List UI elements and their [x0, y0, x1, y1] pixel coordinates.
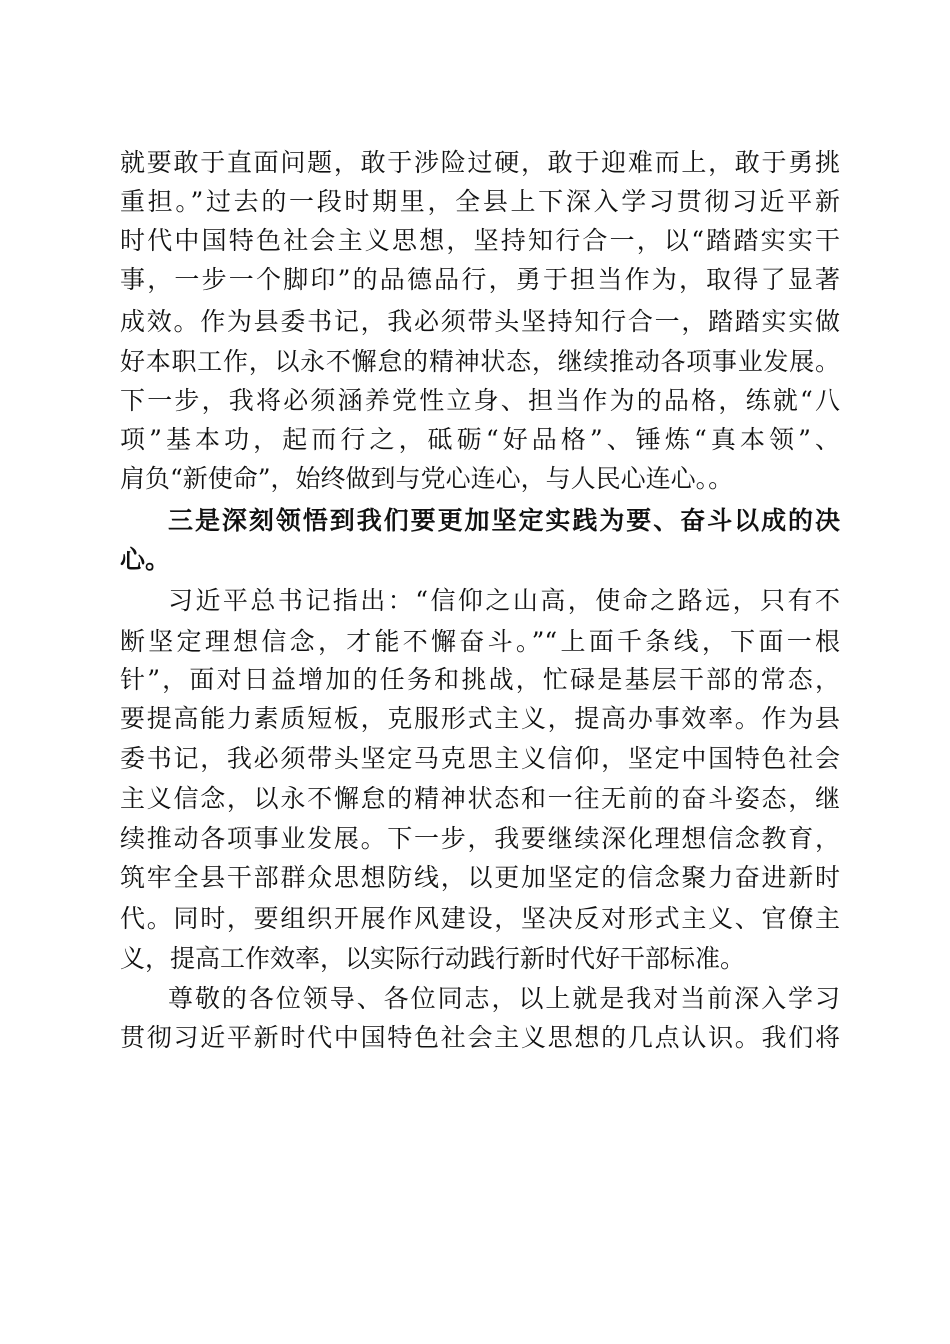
text-line: 针”，面对日益增加的任务和挑战，忙碌是基层干部的常态，: [120, 665, 840, 694]
text-line: 代。同时，要组织开展作风建设，坚决反对形式主义、官僚主: [120, 904, 840, 933]
text-line: 重担。”过去的一段时期里，全县上下深入学习贯彻习近平新: [120, 187, 840, 216]
text-line: 义，提高工作效率，以实际行动践行新时代好干部标准。: [120, 944, 746, 973]
text-line: 时代中国特色社会主义思想，坚持知行合一，以“踏踏实实干: [120, 226, 840, 255]
text-line: 断坚定理想信念，才能不懈奋斗。”“上面千条线，下面一根: [120, 627, 840, 656]
text-line: 就要敢于直面问题，敢于涉险过硬，敢于迎难而上，敢于勇挑: [120, 148, 840, 177]
text-line: 项”基本功，起而行之，砥砺“好品格”、锤炼“真本领”、: [120, 425, 840, 454]
text-line: 肩负“新使命”，始终做到与党心连心，与人民心连心。。: [120, 464, 734, 493]
text-line: 成效。作为县委书记，我必须带头坚持知行合一，踏踏实实做: [120, 307, 840, 336]
text-line: 尊敬的各位领导、各位同志，以上就是我对当前深入学习: [168, 984, 840, 1013]
text-line: 下一步，我将必须涵养党性立身、担当作为的品格，练就“八: [120, 386, 840, 415]
text-line: 委书记，我必须带头坚定马克思主义信仰，坚定中国特色社会: [120, 744, 840, 773]
text-line: 习近平总书记指出：“信仰之山高，使命之路远，只有不: [168, 586, 840, 615]
text-line: 要提高能力素质短板，克服形式主义，提高办事效率。作为县: [120, 704, 840, 733]
text-line: 主义信念，以永不懈怠的精神状态和一往无前的奋斗姿态，继: [120, 784, 840, 813]
section-heading-continuation: 心。: [120, 545, 171, 574]
text-line: 事，一步一个脚印”的品德品行，勇于担当作为，取得了显著: [120, 265, 840, 294]
text-line: 贯彻习近平新时代中国特色社会主义思想的几点认识。我们将: [120, 1023, 840, 1052]
section-heading: 三是深刻领悟到我们要更加坚定实践为要、奋斗以成的决: [168, 506, 840, 535]
text-line: 好本职工作，以永不懈怠的精神状态，继续推动各项事业发展。: [120, 347, 840, 376]
text-line: 续推动各项事业发展。下一步，我要继续深化理想信念教育，: [120, 824, 840, 853]
text-line: 筑牢全县干部群众思想防线，以更加坚定的信念聚力奋进新时: [120, 863, 840, 892]
